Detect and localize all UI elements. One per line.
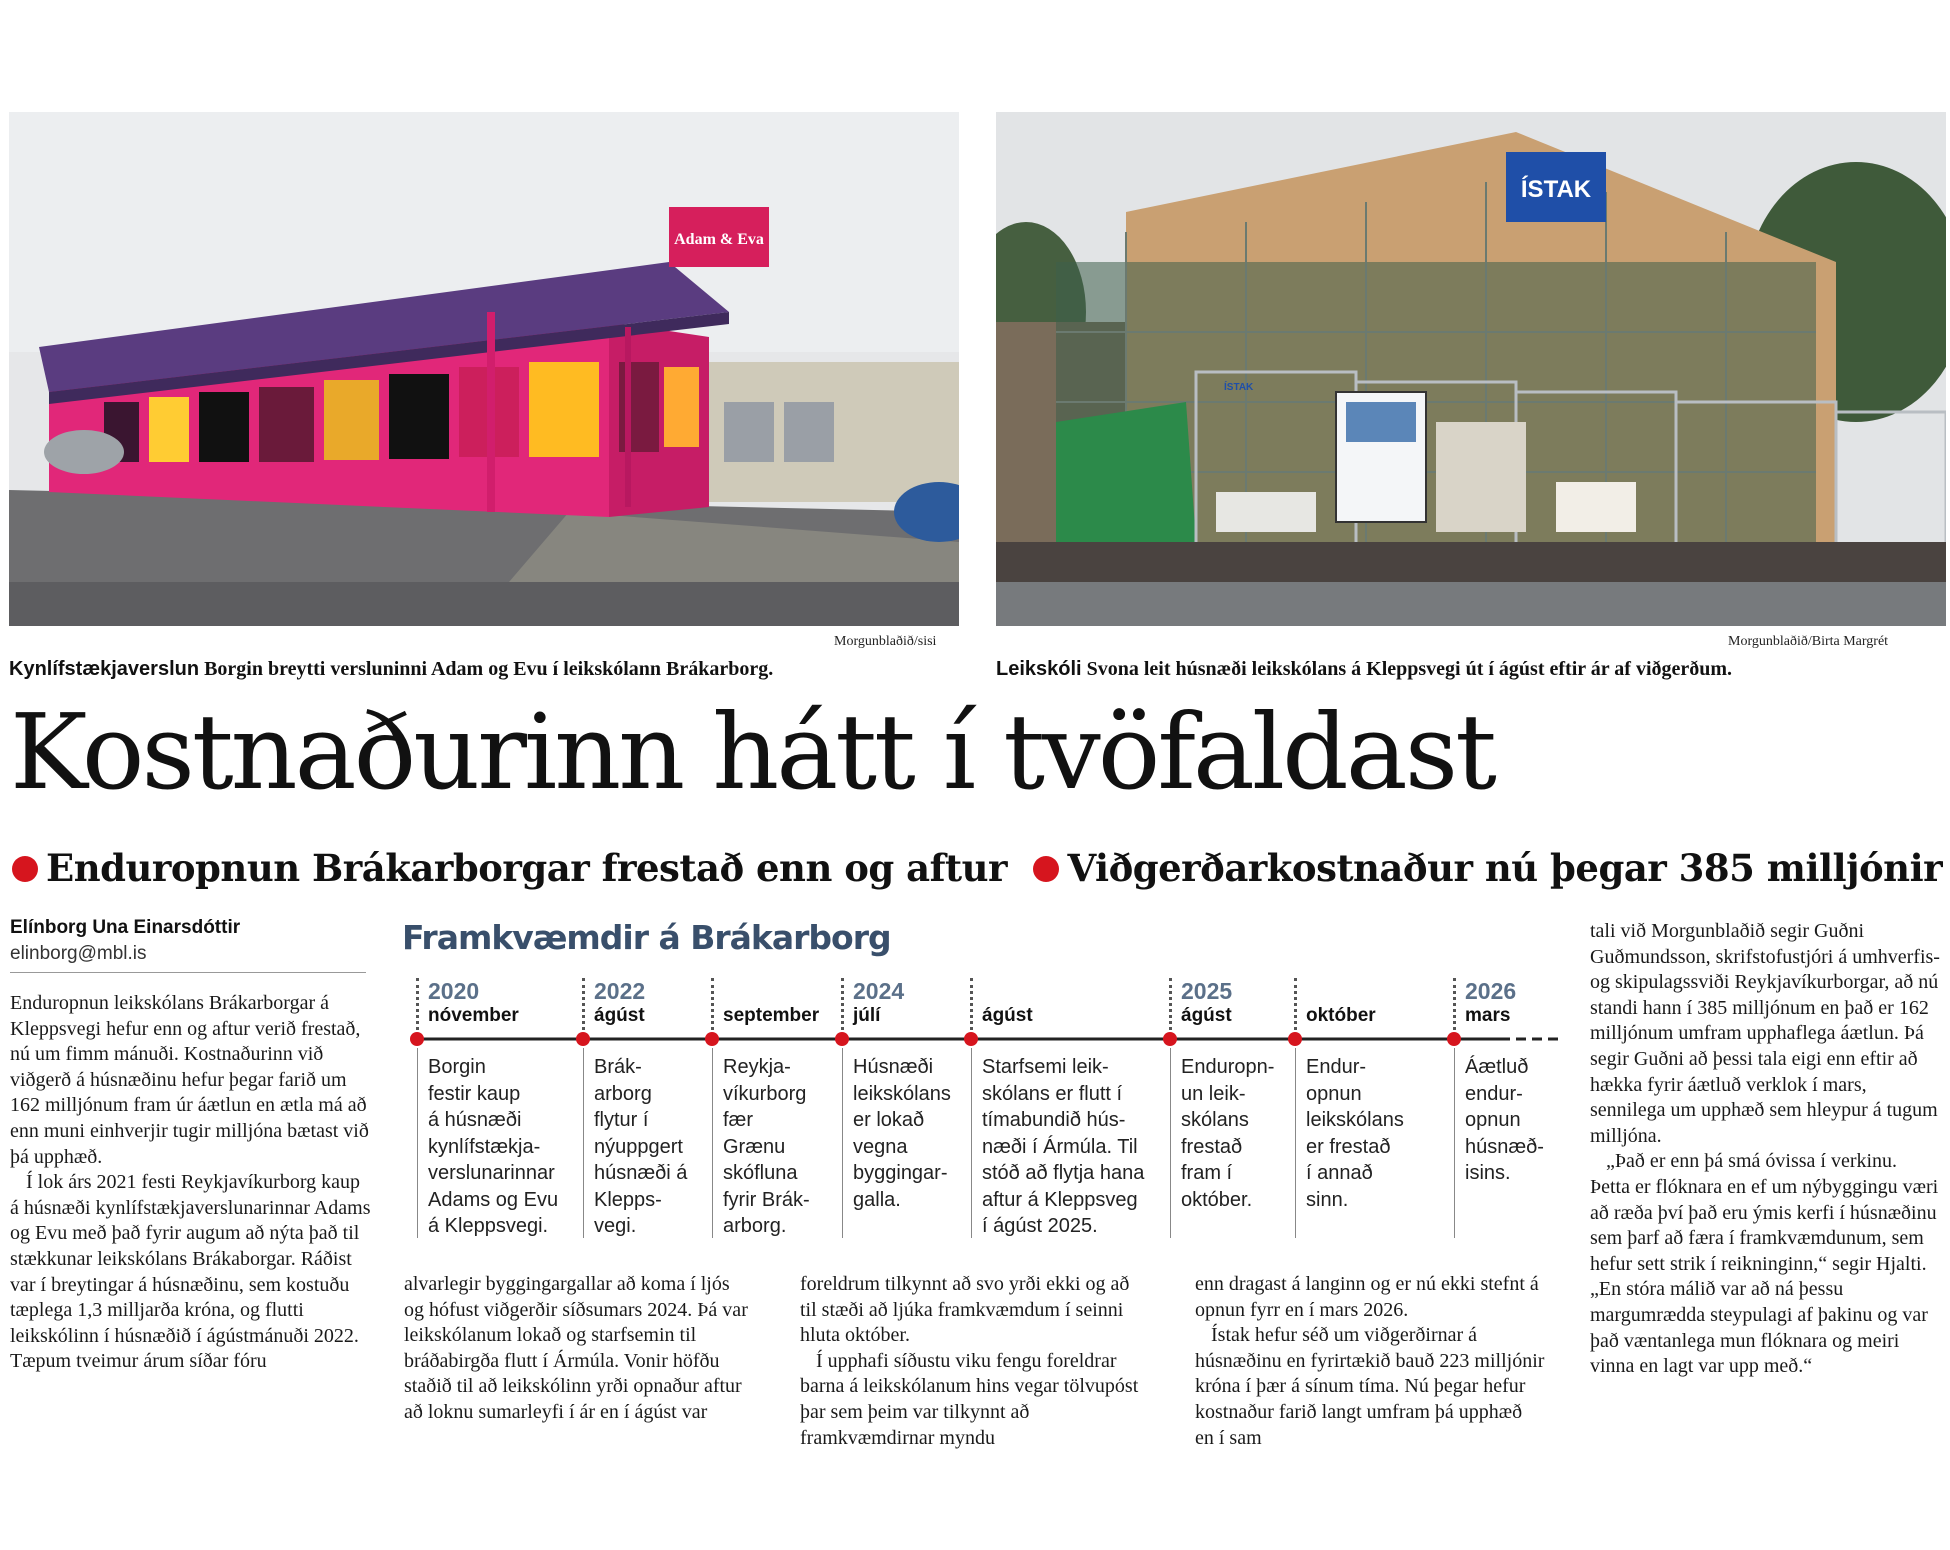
timeline-text-line: víkurborg <box>723 1082 807 1105</box>
timeline-separator <box>582 978 585 1030</box>
paragraph: Enduropnun leikskólans Brákarborgar á Kleppsvegi hefur enn og aftur verið frestað, nú um fimm mánuði. Kostnaðurinn við viðgerð á húsnæðinu hefur þegar farið um 162 milljónum fram úr áætlun en ætla má að enn muni einhverjir tugir milljóna bætast við þá upphæð. <box>10 992 369 1168</box>
timeline-separator <box>1453 978 1456 1030</box>
timeline-text-line: verslunarinnar <box>428 1162 555 1184</box>
timeline-description <box>1181 1054 1291 1213</box>
timeline-dot <box>835 1032 849 1046</box>
fence-sign-text: ÍSTAK <box>1224 382 1254 393</box>
timeline-text-line: á Kleppsvegi. <box>428 1215 549 1237</box>
article-column-5 <box>1590 919 1942 1380</box>
istak-sign-text: ÍSTAK <box>1520 176 1592 203</box>
timeline-month: ágúst <box>982 1005 1033 1026</box>
timeline-year: 2020 <box>428 978 480 1004</box>
caption-text: Borgin breytti versluninni Adam og Evu í leikskólann Brákarborg. <box>199 658 774 680</box>
timeline-text-line: skólans <box>1181 1109 1249 1131</box>
timeline-text-line: fær <box>723 1109 753 1131</box>
timeline-text-line: Húsnæði <box>853 1056 934 1078</box>
byline-author: Elínborg Una Einarsdóttir <box>10 917 241 938</box>
timeline-description <box>723 1054 843 1240</box>
timeline-description <box>853 1054 973 1213</box>
timeline-text-line: vegna <box>853 1135 908 1158</box>
timeline-description <box>594 1054 709 1240</box>
photo-credit: Morgunblaðið/sisi <box>834 634 937 649</box>
timeline-text-line: Starfsemi leik- <box>982 1056 1109 1078</box>
timeline-text-line: kynlífstækja- <box>428 1135 541 1158</box>
timeline-text-line: isins. <box>1465 1162 1511 1184</box>
article-column-4 <box>1195 1272 1545 1451</box>
paragraph: enn dragast á langinn og er nú ekki stefnt á opnun fyrr en í mars 2026. <box>1195 1273 1539 1321</box>
timeline-text-line: opnun <box>1306 1082 1362 1105</box>
timeline-connector <box>583 1048 584 1238</box>
timeline-separator <box>1294 978 1297 1030</box>
timeline-axis <box>400 1030 1560 1050</box>
timeline-year: 2024 <box>853 978 905 1004</box>
timeline-text-line: festir kaup <box>428 1082 521 1105</box>
timeline-connector <box>1170 1048 1171 1238</box>
timeline-dot <box>1163 1032 1177 1046</box>
paragraph: Ístak hefur séð um viðgerðirnar á húsnæðinu en fyrirtækið bauð 223 milljónir króna í þær á sínum tíma. Nú þegar hefur kostnaður farið langt umfram þá upphæð en í sam <box>1195 1324 1545 1449</box>
byline-email: elinborg@mbl.is <box>10 943 147 964</box>
photo-caption <box>996 658 1732 681</box>
timeline-connector <box>1295 1048 1296 1238</box>
article-column-3 <box>800 1272 1150 1451</box>
timeline-text-line: Enduropn- <box>1181 1056 1275 1078</box>
timeline-text-line: tímabundið hús- <box>982 1109 1126 1131</box>
timeline-dot <box>576 1032 590 1046</box>
timeline-text-line: fyrir Brák- <box>723 1188 810 1211</box>
timeline-text-line: í annað <box>1306 1162 1373 1184</box>
timeline-separator <box>970 978 973 1030</box>
timeline-year: 2025 <box>1181 978 1233 1004</box>
timeline-separator <box>841 978 844 1030</box>
timeline-text-line: skófluna <box>723 1162 798 1184</box>
timeline-text-line: vegi. <box>594 1215 637 1237</box>
timeline-text-line: leikskólans <box>853 1082 951 1105</box>
timeline-text-line: un leik- <box>1181 1082 1246 1105</box>
timeline-text-line: Brák- <box>594 1056 642 1078</box>
timeline-text-line: sinn. <box>1306 1188 1349 1211</box>
timeline-description <box>428 1054 578 1240</box>
timeline-connector <box>1454 1048 1455 1238</box>
paragraph: tali við Morgunblaðið segir Guðni Guðmundsson, skrifstofustjóri á umhverfis- og skipulagssviði Reykjavíkurborgar, að nú standi hann í 385 milljónum en það er 162 milljónum umfram upphaflega áætlun. Þá segir Guðni að þessi tala eigi enn eftir að hækka fyrir áætluð verklok í mars, sennilega um upphæð sem hleypur á tugum milljóna. <box>1590 920 1940 1147</box>
article-column-1 <box>10 991 372 1375</box>
timeline-text-line: nýuppgert <box>594 1135 683 1158</box>
timeline-text-line: er frestað <box>1306 1135 1391 1158</box>
timeline-text-line: Endur- <box>1306 1056 1367 1078</box>
timeline-title: Framkvæmdir á Brákarborg <box>402 918 891 957</box>
paragraph: Í lok árs 2021 festi Reykjavíkurborg kaup á húsnæði kynlífstækjaverslunarinnar Adams og Evu með það fyrir augum að nýta það til stækkunar leikskólans Brákaborgar. Ráðist var í breytingar á húsnæðinu, sem kostuðu tæplega 1,3 milljarða króna, og flutti leikskólinn í húsnæðið í ágústmánuði 2022. Tæpum tveimur árum síðar fóru <box>10 1171 371 1373</box>
timeline-text-line: aftur á Kleppsveg <box>982 1188 1138 1211</box>
red-bullet-icon <box>1033 856 1059 882</box>
timeline-text-line: stóð að flytja hana <box>982 1162 1145 1184</box>
timeline-dot <box>964 1032 978 1046</box>
timeline-text-line: húsnæði á <box>594 1162 688 1184</box>
timeline-text-line: Klepps- <box>594 1188 662 1211</box>
timeline-text-line: flytur í <box>594 1109 649 1131</box>
byline-divider <box>10 972 366 973</box>
timeline-text-line: Adams og Evu <box>428 1188 559 1211</box>
timeline-separator <box>416 978 419 1030</box>
timeline-dot <box>705 1032 719 1046</box>
timeline-month: september <box>723 1005 820 1026</box>
headline: Kostnaðurinn hátt í tvöfaldast <box>10 691 1494 813</box>
timeline-text-line: næði í Ármúla. Til <box>982 1135 1138 1158</box>
photo-adam-eva-store <box>9 112 959 626</box>
timeline-connector <box>712 1048 713 1238</box>
subhead-2: Viðgerðarkostnaður nú þegar 385 milljónir <box>1067 846 1943 890</box>
timeline-connector <box>842 1048 843 1238</box>
caption-lead: Leikskóli <box>996 658 1082 680</box>
article-column-2 <box>404 1272 752 1426</box>
timeline-text-line: Borgin <box>428 1056 486 1078</box>
timeline-text-line: leikskólans <box>1306 1109 1404 1131</box>
paragraph: „Það er enn þá smá óvissa í verkinu. Þetta er flóknara en ef um nýbyggingu væri að ræða því það eru ýmis kerfi í húsnæðinu sem þarf að færa í framkvæmdunum, sem hefur sett strik í reikninginn,“ segir Hjalti. „En stóra málið var að ná þessu margumrædda steypulagi af þakinu og var það væntanlega mun flóknara og meiri vinna en lagt var upp með.“ <box>1590 1150 1939 1378</box>
timeline-text-line: arborg <box>594 1082 652 1105</box>
store-sign-text: Adam & Eva <box>674 231 764 248</box>
timeline-text-line: október. <box>1181 1188 1253 1211</box>
timeline-text-line: húsnæð- <box>1465 1135 1544 1158</box>
caption-text: Svona leit húsnæði leikskólans á Kleppsvegi út í ágúst eftir ár af viðgerðum. <box>1081 658 1733 680</box>
timeline-text-line: í ágúst 2025. <box>982 1215 1098 1237</box>
timeline-description <box>982 1054 1162 1240</box>
timeline-month: júlí <box>853 1005 881 1026</box>
timeline-description <box>1306 1054 1431 1213</box>
photo-credit: Morgunblaðið/Birta Margrét <box>1728 634 1889 649</box>
timeline-connector <box>417 1048 418 1238</box>
timeline-dot <box>1447 1032 1461 1046</box>
paragraph: Í upphafi síðustu viku fengu foreldrar barna á leikskólanum hins vegar tölvupóst þar sem þeim var tilkynnt að framkvæmdirnar myndu <box>800 1349 1139 1449</box>
timeline-year: 2026 <box>1465 978 1517 1004</box>
timeline-text-line: skólans er flutt í <box>982 1082 1123 1105</box>
timeline-connector <box>971 1048 972 1238</box>
timeline-separator <box>1169 978 1172 1030</box>
timeline-month: október <box>1306 1005 1376 1026</box>
timeline-separator <box>711 978 714 1030</box>
timeline-text-line: á húsnæði <box>428 1109 522 1131</box>
timeline-text-line: er lokað <box>853 1109 925 1131</box>
timeline-text-line: opnun <box>1465 1109 1521 1131</box>
timeline-description <box>1465 1054 1555 1187</box>
timeline-text-line: frestað <box>1181 1135 1243 1158</box>
timeline-text-line: galla. <box>853 1188 901 1211</box>
timeline-year: 2022 <box>594 978 646 1004</box>
timeline-month: mars <box>1465 1005 1511 1026</box>
timeline-dot <box>410 1032 424 1046</box>
paragraph: foreldrum tilkynnt að svo yrði ekki og að til stæði að ljúka framkvæmdum í seinni hluta október. <box>800 1273 1130 1347</box>
subhead-1: Enduropnun Brákarborgar frestað enn og aftur <box>46 846 1008 890</box>
timeline-text-line: Grænu <box>723 1135 786 1158</box>
timeline-text-line: arborg. <box>723 1215 787 1237</box>
timeline-text-line: byggingar- <box>853 1162 948 1184</box>
caption-lead: Kynlífstækjaverslun <box>9 658 200 680</box>
timeline-text-line: endur- <box>1465 1082 1523 1105</box>
subheadline <box>12 846 1942 890</box>
photo-caption <box>9 658 773 681</box>
timeline-month: nóvember <box>428 1005 519 1026</box>
timeline-text-line: fram í <box>1181 1162 1233 1184</box>
timeline-text-line: Áætluð <box>1465 1056 1529 1078</box>
timeline-month: ágúst <box>1181 1005 1232 1026</box>
timeline-text-line: Reykja- <box>723 1056 791 1078</box>
paragraph: alvarlegir byggingargallar að koma í ljós og hófust viðgerðir síðsumars 2024. Þá var leikskólanum lokað og starfsemin til bráðabirgða flutt í Ármúla. Vonir höfðu staðið til að leikskólinn yrði opnaður aftur að loknu sumarleyfi í ár en í ágúst var <box>404 1273 748 1423</box>
timeline-dot <box>1288 1032 1302 1046</box>
photo-construction-site <box>996 112 1946 626</box>
red-bullet-icon <box>12 856 38 882</box>
timeline-month: ágúst <box>594 1005 645 1026</box>
